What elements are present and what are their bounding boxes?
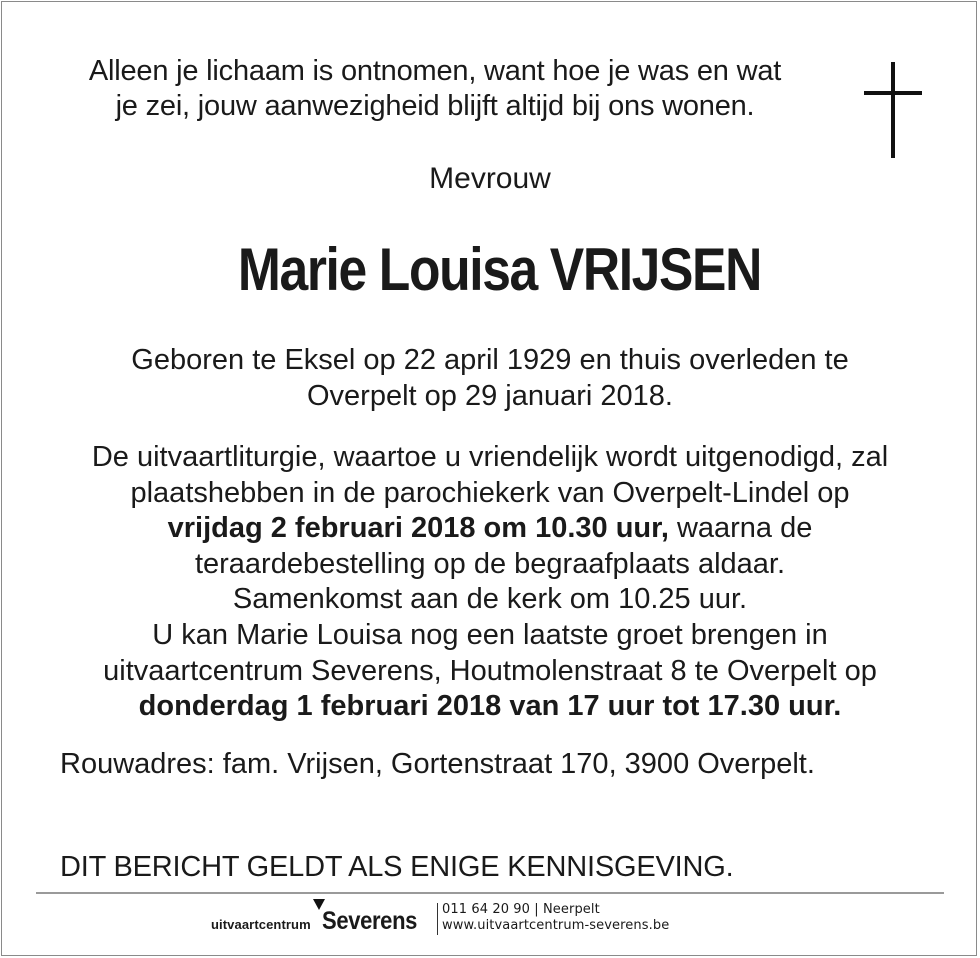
salutation: Mevrouw — [429, 162, 551, 195]
cross-icon — [864, 62, 922, 158]
visitation-date: donderdag 1 februari 2018 van 17 uur tot 17.30 uur. — [138, 690, 842, 723]
footer-separator — [437, 903, 438, 935]
ceremony-line-7: uitvaartcentrum Severens, Houtmolenstraat 8 te Overpelt op — [103, 654, 877, 687]
footer-contact — [442, 902, 669, 934]
birth-line-2: Overpelt op 29 januari 2018. — [307, 379, 673, 412]
ceremony-date: vrijdag 2 februari 2018 om 10.30 uur, — [167, 512, 669, 545]
ceremony-line-4: teraardebestelling op de begraafplaats aldaar. — [194, 547, 786, 580]
ceremony-line-2: plaatshebben in de parochiekerk van Overpelt-Lindel op — [130, 476, 850, 509]
birth-details — [40, 343, 940, 414]
brand-name: Severens — [322, 907, 418, 935]
contact-website: www.uitvaartcentrum-severens.be — [442, 918, 670, 933]
ceremony-line-6: U kan Marie Louisa nog een laatste groet brengen in — [152, 618, 828, 651]
ceremony-line-5: Samenkomst aan de kerk om 10.25 uur. — [232, 583, 748, 616]
ceremony-line-1: De uitvaartliturgie, waartoe u vriendelijk wordt uitgenodigd, zal — [91, 441, 889, 473]
contact-phone-city: 011 64 20 90 | Neerpelt — [442, 902, 600, 917]
footer-divider-line — [36, 892, 944, 894]
funeral-home-logo — [211, 899, 433, 939]
mourning-address: Rouwadres: fam. Vrijsen, Gortenstraat 170, 3900 Overpelt. — [60, 748, 815, 780]
poem-line-1: Alleen je lichaam is ontnomen, want hoe je was en wat — [88, 55, 782, 87]
birth-line-1: Geboren te Eksel op 22 april 1929 en thuis overleden te — [131, 344, 849, 376]
notice-statement: DIT BERICHT GELDT ALS ENIGE KENNISGEVING. — [60, 851, 734, 883]
ceremony-details — [20, 440, 960, 725]
brand-prefix: uitvaartcentrum — [211, 917, 311, 932]
poem-line-2: je zei, jouw aanwezigheid blijft altijd bij ons wonen. — [115, 90, 755, 122]
deceased-name: Marie Louisa VRIJSEN — [237, 236, 761, 303]
poem — [40, 54, 830, 124]
ceremony-line-3-rest: waarna de — [668, 512, 813, 545]
ceremony-line-3 — [20, 511, 960, 547]
